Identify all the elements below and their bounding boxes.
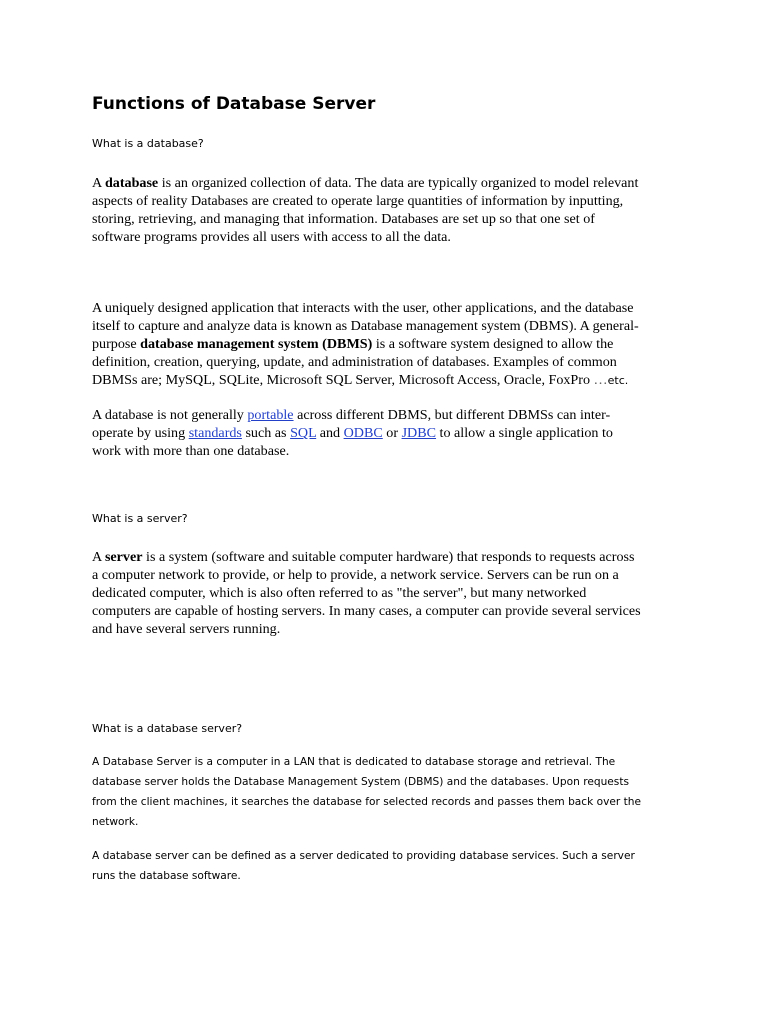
page-title: Functions of Database Server [92,94,376,114]
text-line: A database is not generally portable across different DBMS, but different DBMSs can inter- [92,407,611,423]
paragraph-dbms [92,299,688,390]
link-odbc[interactable]: ODBC [343,425,383,441]
text-line: and have several servers running. [92,621,281,637]
paragraph-server-definition [92,548,688,638]
text-line: definition, creation, querying, update, and administration of databases. Examples of common [92,354,617,370]
text-line: computers are capable of hosting servers. In many cases, a computer can provide several services [92,603,641,619]
text-line: dedicated computer, which is also often referred to as "the server", but many networked [92,585,587,601]
text-line: runs the database software. [92,870,241,882]
link-standards[interactable]: standards [188,425,242,441]
text-line: A server is a system (software and suitable computer hardware) that responds to requests across [92,549,635,565]
text-line: database server holds the Database Management System (DBMS) and the databases. Upon requests [92,776,630,788]
text-line: A uniquely designed application that interacts with the user, other applications, and the database [92,300,634,316]
paragraph-database-definition [92,174,688,246]
link-jdbc[interactable]: JDBC [401,425,437,441]
heading-what-is-database: What is a database? [92,137,204,150]
text-line: aspects of reality Databases are created to operate large quantities of information by inputting, [92,193,624,209]
paragraph-database-server [92,752,688,832]
heading-what-is-server: What is a server? [92,512,188,525]
paragraph-portability [92,406,688,460]
text-line: work with more than one database. [92,443,290,459]
text-line: software programs provides all users with access to all the data. [92,229,451,245]
text-line: DBMSs are; MySQL, SQLite, Microsoft SQL Server, Microsoft Access, Oracle, FoxPro …etc. [92,372,629,388]
link-sql[interactable]: SQL [290,425,317,441]
text-line: storing, retrieving, and managing that information. Databases are set up so that one set of [92,211,595,227]
heading-what-is-database-server: What is a database server? [92,722,243,735]
link-portable[interactable]: portable [247,407,294,423]
text-line: from the client machines, it searches the database for selected records and passes them back over the [92,796,642,808]
text-line: a computer network to provide, or help to provide, a network service. Servers can be run on a [92,567,619,583]
text-line: A database server can be defined as a server dedicated to providing database services. Such a server [92,850,635,862]
text-line: network. [92,816,139,828]
text-line: A database is an organized collection of data. The data are typically organized to model relevant [92,175,639,191]
paragraph-database-server-services [92,846,688,886]
text-line: operate by using standards such as SQL and ODBC or JDBC to allow a single application to [92,425,613,441]
text-line: itself to capture and analyze data is known as Database management system (DBMS). A general- [92,318,639,334]
text-line: purpose database management system (DBMS) is a software system designed to allow the [92,336,614,352]
text-line: A Database Server is a computer in a LAN that is dedicated to database storage and retrieval. The [92,756,616,768]
